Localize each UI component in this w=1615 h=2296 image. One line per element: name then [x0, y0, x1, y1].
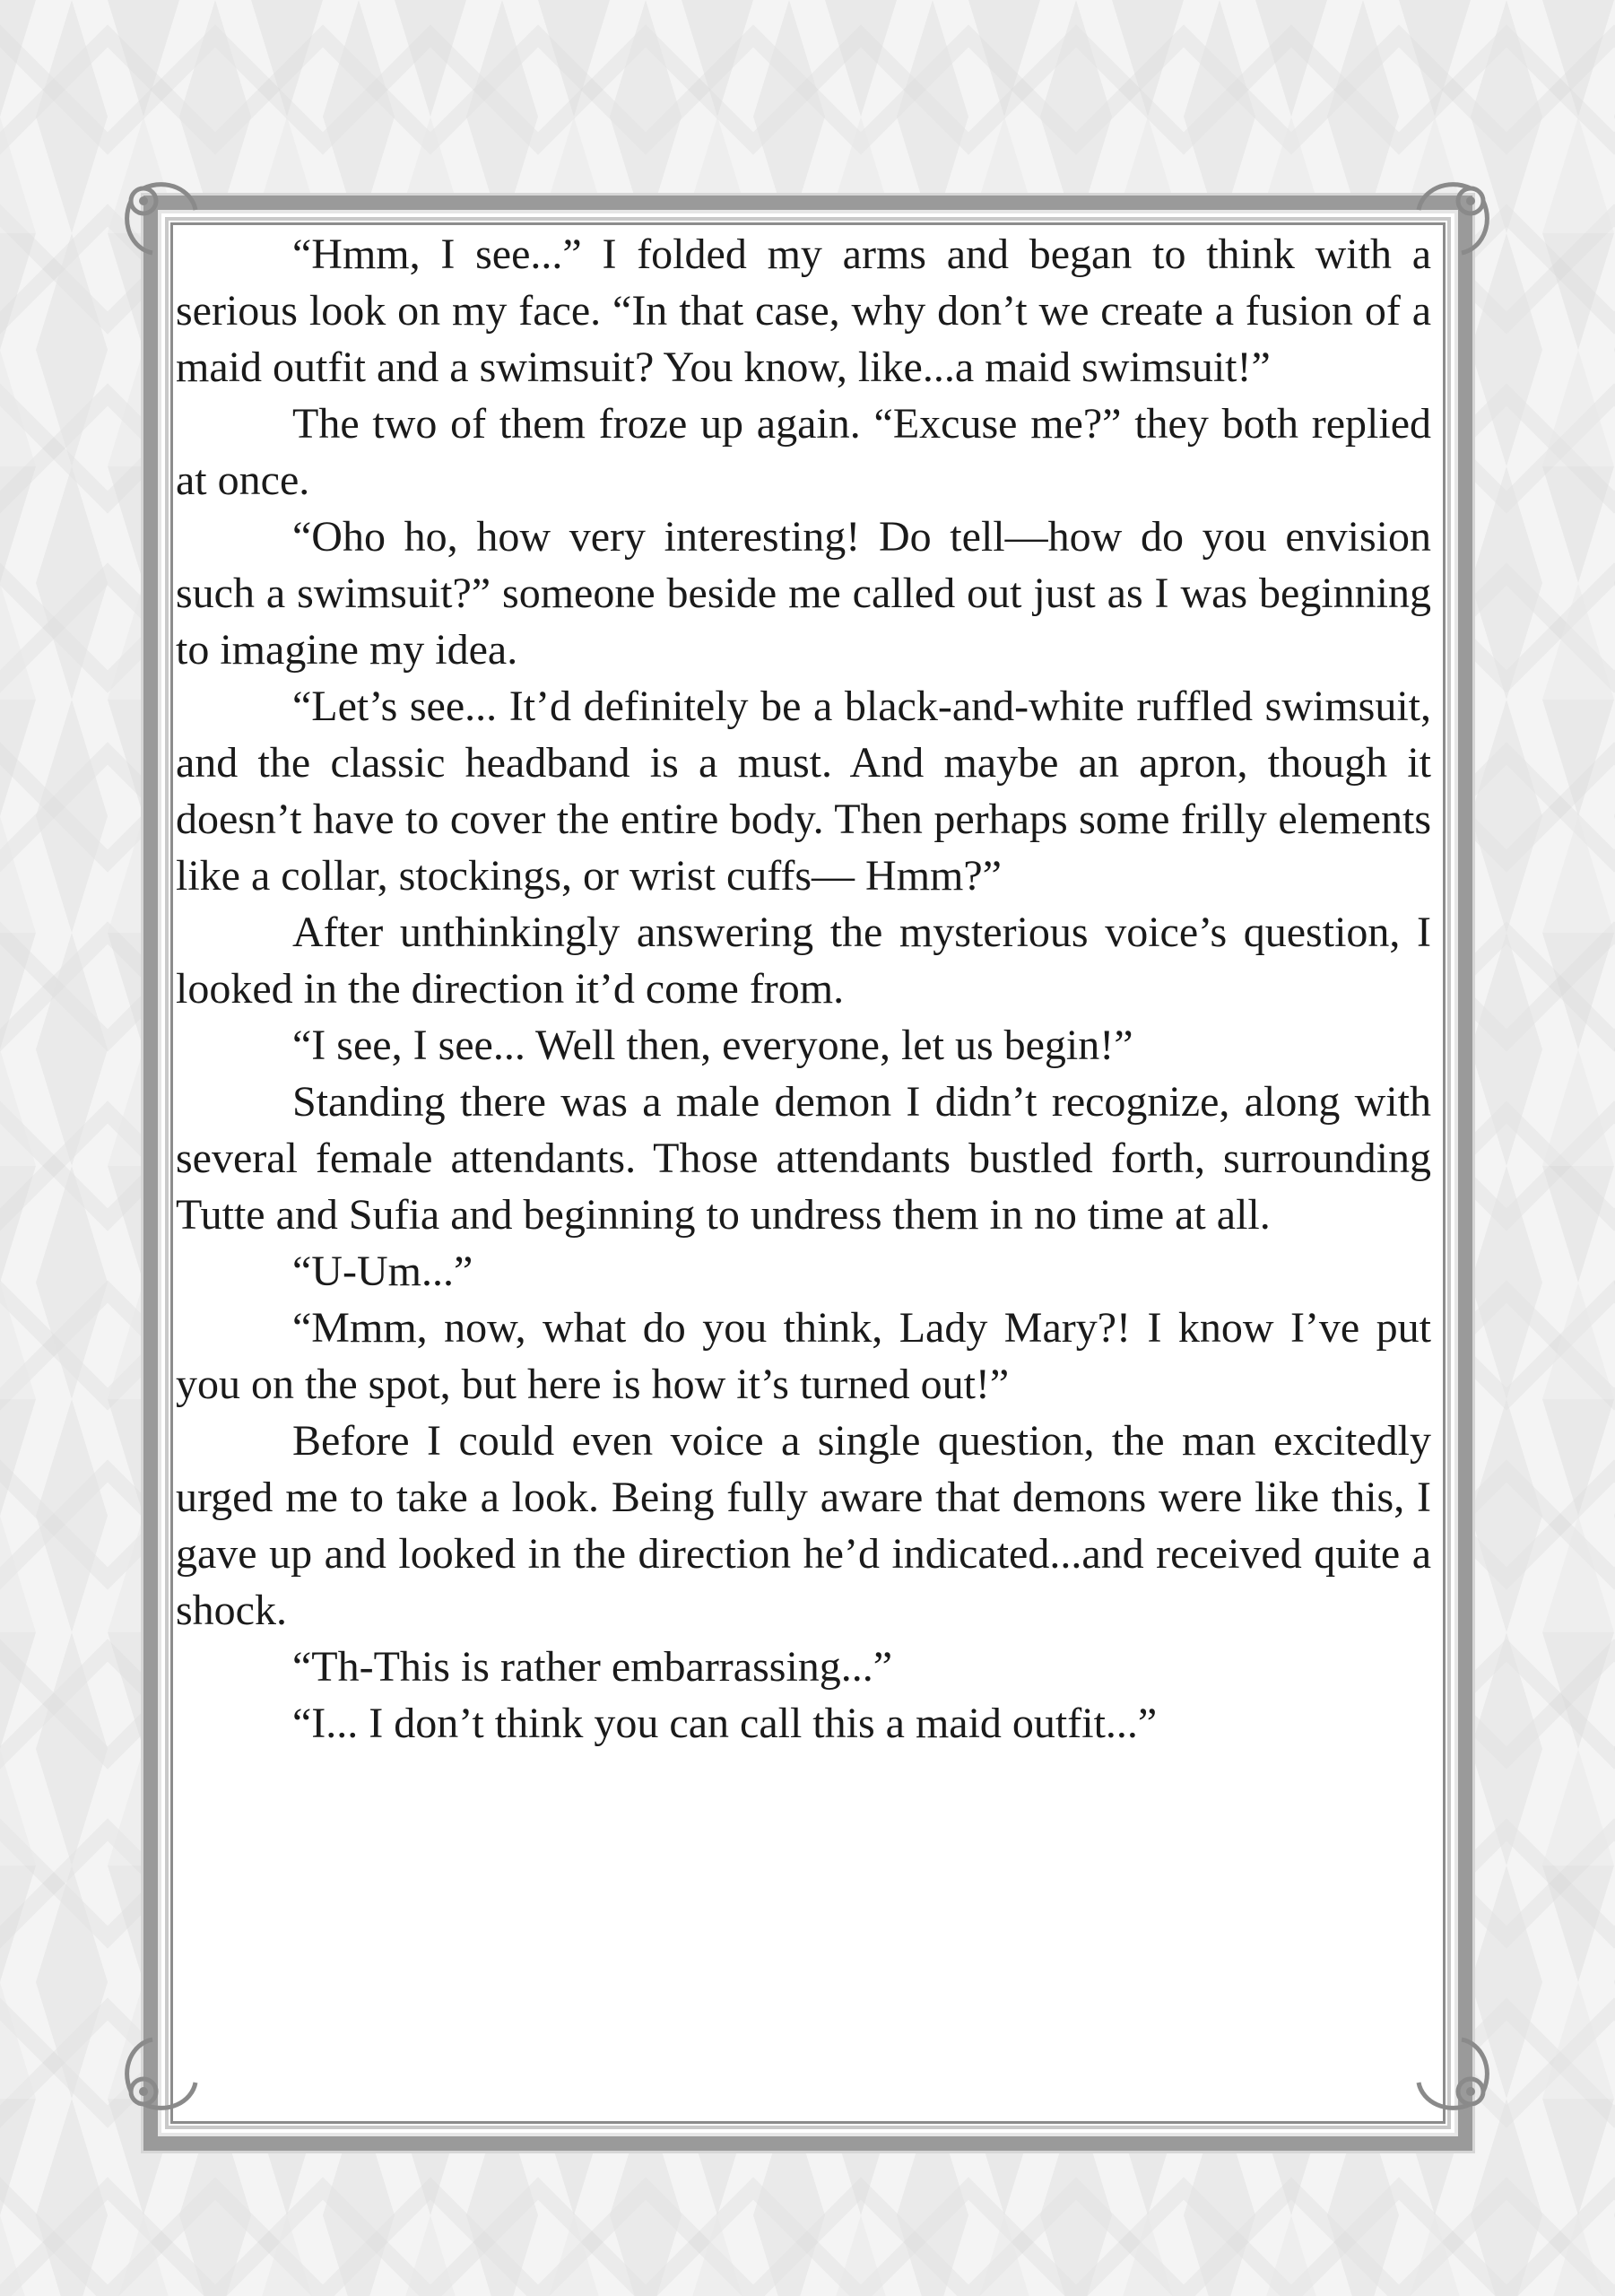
- corner-flourish-icon: [1415, 2036, 1501, 2122]
- paragraph: “I... I don’t think you can call this a maid outfit...”: [292, 1700, 1158, 1747]
- paragraph: “Th-This is rather embarrassing...”: [292, 1643, 893, 1691]
- paragraph: After unthinkingly answering the mysterious voice’s question, I looked in the direction it’d come from.: [176, 909, 1431, 1013]
- paragraph: “Mmm, now, what do you think, Lady Mary?! I know I’ve put you on the spot, but here is how it’s turned out!”: [176, 1304, 1431, 1408]
- paragraph: “Let’s see... It’d definitely be a black-and-white ruffled swimsuit, and the classic headband is a must. And maybe an apron, though it doesn’t have to cover the entire body. Then perhaps some frilly elements like a collar, stockings, or wrist cuffs— Hmm?”: [176, 683, 1431, 900]
- paragraph: The two of them froze up again. “Excuse me?” they both replied at once.: [176, 400, 1431, 504]
- paragraph: Standing there was a male demon I didn’t recognize, along with several female attendants. Those attendants bustled forth, surrounding Tutte and Sufia and beginning to undress them in no time at all.: [176, 1078, 1431, 1239]
- story-text: [176, 226, 1431, 1752]
- paragraph: “U-Um...”: [292, 1248, 473, 1295]
- paragraph: “I see, I see... Well then, everyone, let us begin!”: [292, 1022, 1133, 1069]
- corner-flourish-icon: [113, 2036, 199, 2122]
- paragraph: “Hmm, I see...” I folded my arms and began to think with a serious look on my face. “In that case, why don’t we create a fusion of a maid outfit and a swimsuit? You know, like...a maid swimsuit!”: [176, 230, 1431, 391]
- paragraph: “Oho ho, how very interesting! Do tell—how do you envision such a swimsuit?” someone beside me called out just as I was beginning to imagine my idea.: [176, 513, 1431, 674]
- paragraph: Before I could even voice a single question, the man excitedly urged me to take a look. Being fully aware that demons were like this, I gave up and looked in the direction he’d indicated...and received quite a shock.: [176, 1417, 1431, 1634]
